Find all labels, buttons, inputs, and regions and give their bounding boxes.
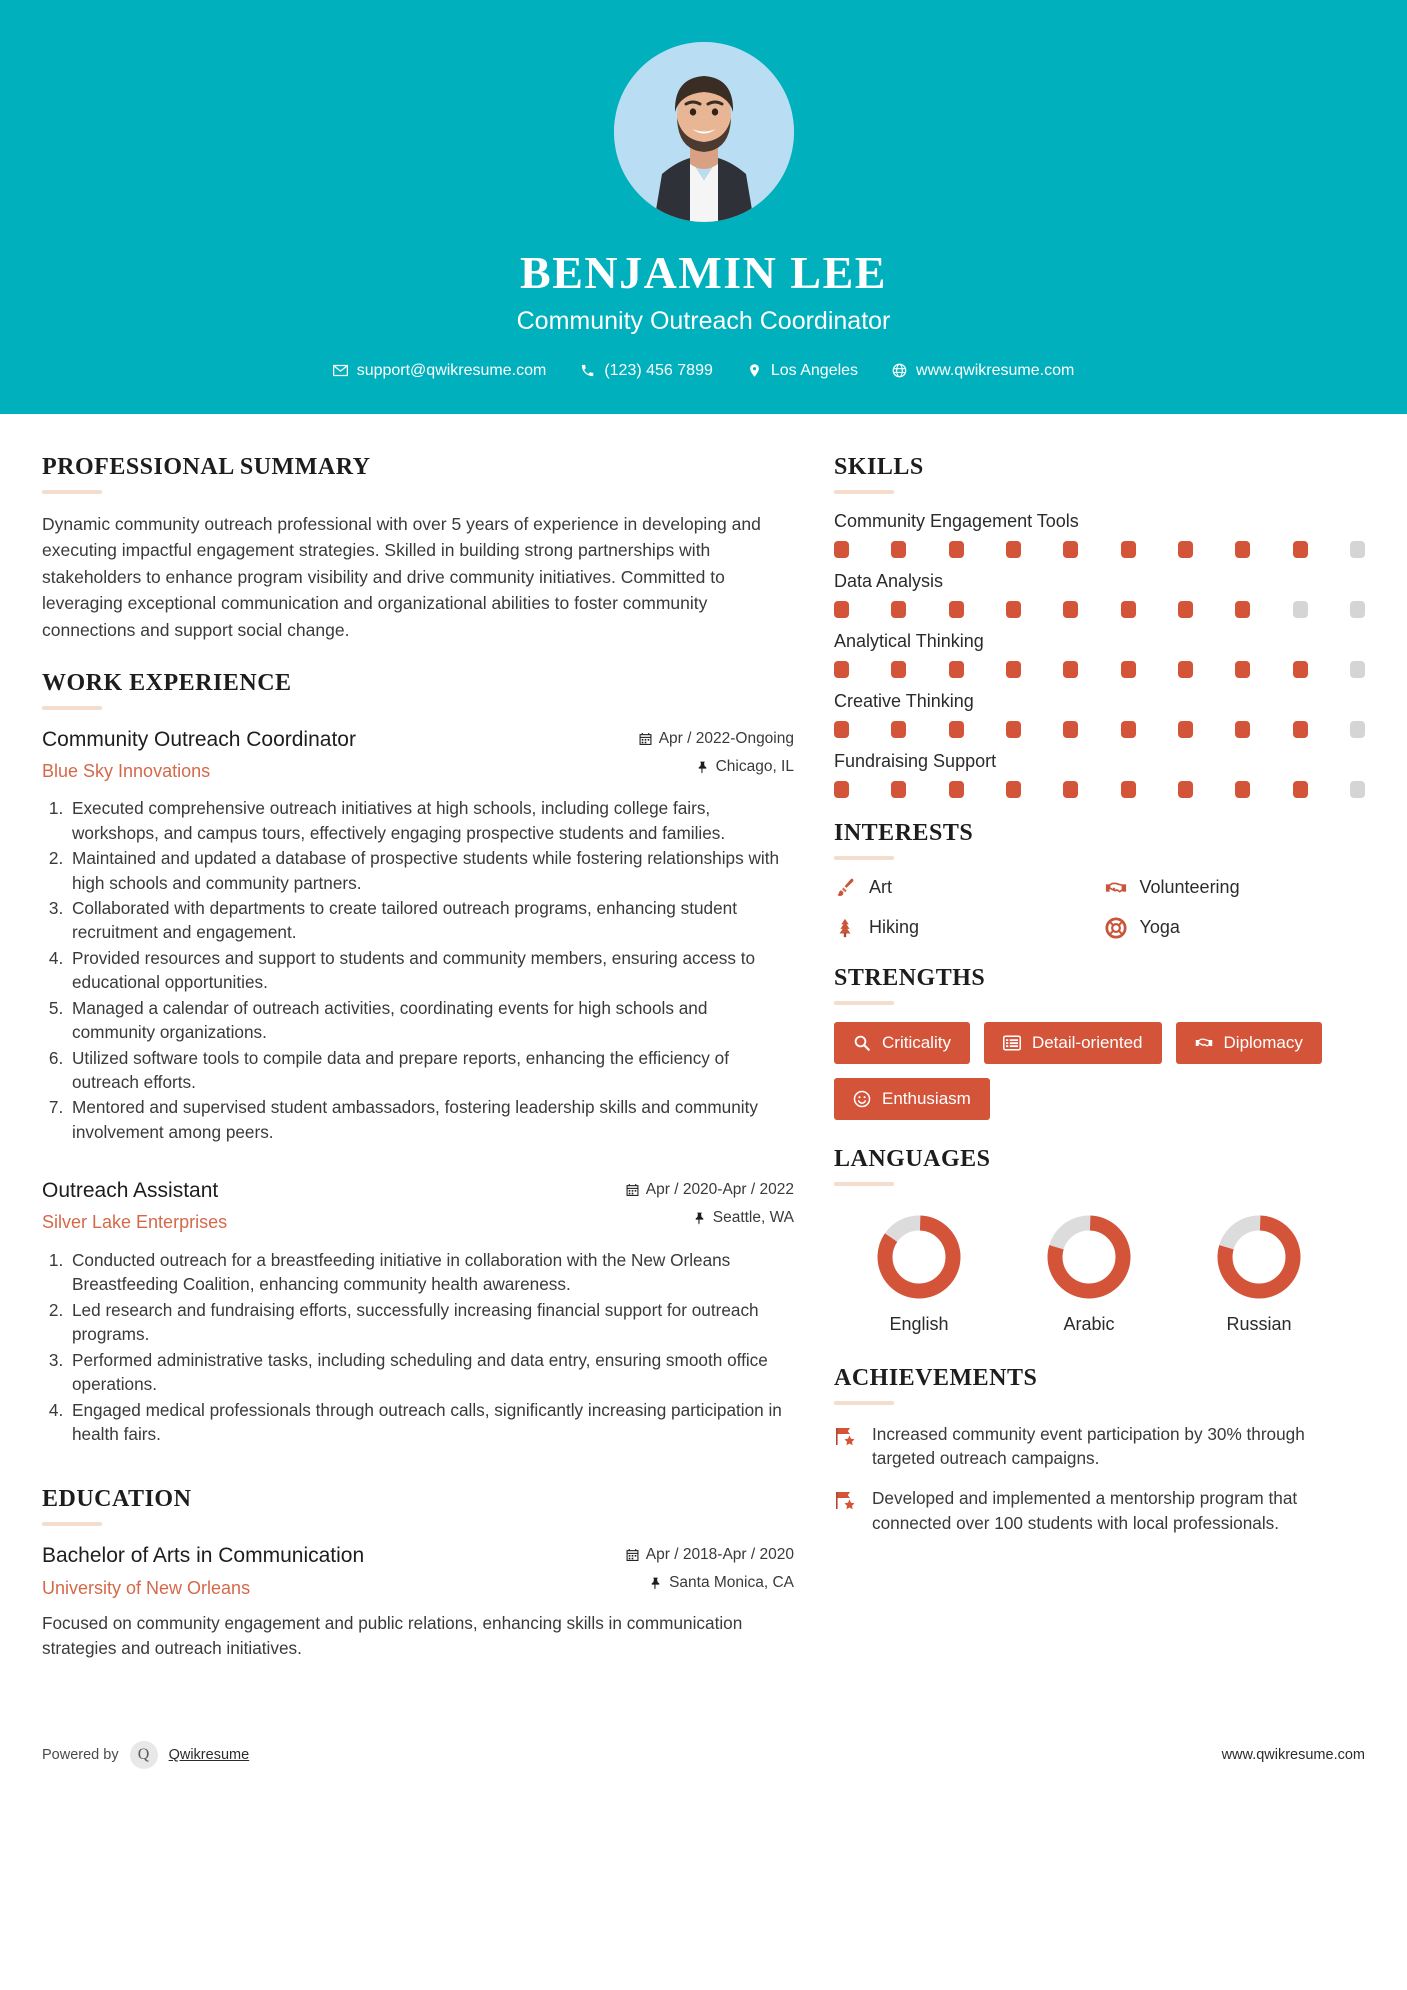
skill-dot-filled [834, 781, 849, 798]
section-rule [834, 1401, 894, 1405]
work-entry-head [42, 727, 794, 783]
skill-dot-empty [1350, 541, 1365, 558]
education-school: University of New Orleans [42, 1577, 251, 1598]
achievement-item [834, 1422, 1365, 1471]
skill-dot-filled [949, 541, 964, 558]
section-rule [42, 1522, 102, 1526]
section-languages [834, 1146, 1365, 1335]
education-degree: Bachelor of Arts in Communication [42, 1544, 365, 1568]
left-column [42, 454, 794, 1683]
section-title-education: EDUCATION [42, 1486, 192, 1513]
education-entry [42, 1543, 794, 1661]
achievement-text: Increased community event participation by 30% through targeted outreach campaigns. [872, 1423, 1305, 1469]
work-role: Outreach Assistant [42, 1179, 219, 1203]
skill-dot-filled [1006, 601, 1021, 618]
skill-dot-filled [891, 601, 906, 618]
section-title-achievements: ACHIEVEMENTS [834, 1364, 1038, 1391]
skill-dot-empty [1350, 781, 1365, 798]
interest-label: Hiking [869, 917, 920, 938]
contact-row [0, 362, 1407, 380]
paintbrush-icon [834, 877, 856, 899]
strength-list [834, 1022, 1365, 1120]
magnifier-icon [853, 1034, 871, 1052]
footer-url[interactable]: www.qwikresume.com [1221, 1746, 1365, 1763]
work-date-label: Apr / 2022-Ongoing [658, 729, 794, 747]
work-location [626, 1209, 794, 1227]
skill-item [834, 571, 1365, 618]
skill-rating [834, 781, 1365, 798]
section-rule [834, 490, 894, 494]
qwikresume-link[interactable]: Qwikresume [168, 1746, 250, 1763]
section-title-strengths: STRENGTHS [834, 964, 986, 991]
calendar-icon [626, 1183, 639, 1197]
section-title-work: WORK EXPERIENCE [42, 669, 292, 696]
work-entry [42, 1178, 794, 1446]
skill-dot-filled [1235, 721, 1250, 738]
skill-dot-filled [1293, 661, 1308, 678]
skill-dot-filled [1178, 661, 1193, 678]
interest-grid [834, 877, 1365, 939]
skill-dot-filled [1235, 661, 1250, 678]
right-column [834, 454, 1365, 1552]
lifebuoy-icon [1105, 917, 1127, 939]
contact-location [730, 362, 875, 380]
skill-item [834, 751, 1365, 798]
section-title-languages: LANGUAGES [834, 1145, 991, 1172]
education-entry-left [42, 1543, 610, 1599]
skill-dot-filled [1235, 541, 1250, 558]
work-date [626, 1181, 794, 1199]
language-label: English [889, 1313, 949, 1334]
skill-dot-filled [949, 661, 964, 678]
envelope-icon [333, 363, 348, 378]
skill-dot-filled [1063, 601, 1078, 618]
star-badge-icon [834, 1424, 858, 1448]
strength-chip-detail-oriented [984, 1022, 1162, 1064]
education-date-label: Apr / 2018-Apr / 2020 [645, 1546, 794, 1564]
language-item-english [834, 1213, 1004, 1335]
skill-dot-filled [1293, 721, 1308, 738]
skill-dot-filled [1063, 781, 1078, 798]
skill-dot-filled [949, 721, 964, 738]
work-date [639, 730, 794, 748]
handshake-icon [1195, 1034, 1213, 1052]
qwikresume-logo-icon: Q [130, 1741, 158, 1769]
skill-dot-filled [834, 541, 849, 558]
section-title-interests: INTERESTS [834, 819, 974, 846]
skill-rating [834, 661, 1365, 678]
education-entry-head [42, 1543, 794, 1599]
contact-phone[interactable] [563, 362, 730, 380]
skill-dot-empty [1293, 601, 1308, 618]
pushpin-icon [693, 1211, 706, 1225]
skill-dot-filled [1293, 781, 1308, 798]
skill-dot-empty [1350, 601, 1365, 618]
work-organization: Blue Sky Innovations [42, 760, 211, 781]
strength-chip-criticality [834, 1022, 970, 1064]
star-badge-icon [834, 1488, 858, 1512]
section-rule [42, 490, 102, 494]
skill-dot-filled [1063, 541, 1078, 558]
contact-email-label: support@qwikresume.com [356, 361, 547, 379]
skill-dot-empty [1350, 721, 1365, 738]
list-item: 7. Mentored and supervised student ambassadors, fostering leadership skills and community involvement among peers. [68, 1095, 794, 1144]
work-role: Community Outreach Coordinator [42, 727, 356, 751]
section-professional-summary [42, 454, 794, 644]
work-entry-left [42, 727, 623, 783]
skill-dot-filled [1121, 721, 1136, 738]
strength-label: Detail-oriented [1031, 1032, 1143, 1052]
skill-dot-filled [1235, 601, 1250, 618]
skill-dot-filled [1063, 721, 1078, 738]
skill-dot-filled [1121, 541, 1136, 558]
section-rule [834, 856, 894, 860]
section-rule [834, 1001, 894, 1005]
achievement-text: Developed and implemented a mentorship program that connected over 100 students with local professionals. [872, 1488, 1298, 1533]
powered-by [42, 1741, 249, 1769]
skill-label: Data Analysis [834, 570, 944, 591]
language-item-arabic [1004, 1213, 1174, 1335]
strength-chip-diplomacy [1176, 1022, 1322, 1064]
globe-icon [892, 363, 907, 378]
strength-label: Enthusiasm [882, 1088, 971, 1108]
pushpin-icon [696, 760, 709, 774]
contact-location-label: Los Angeles [770, 361, 859, 379]
language-donut [1045, 1213, 1133, 1301]
work-location-label: Chicago, IL [715, 757, 794, 775]
interest-item-hiking [834, 917, 1095, 939]
list-item: 2. Led research and fundraising efforts, successfully increasing financial support for outreach programs. [68, 1298, 794, 1347]
location-pin-icon [747, 363, 762, 378]
skill-dot-filled [891, 661, 906, 678]
resume-body [0, 414, 1407, 1683]
work-entry-left [42, 1178, 610, 1234]
work-location [639, 758, 794, 776]
section-strengths [834, 965, 1365, 1120]
work-entry [42, 727, 794, 1145]
skill-dot-filled [1006, 541, 1021, 558]
phone-icon [580, 363, 595, 378]
skill-item [834, 691, 1365, 738]
list-icon [1003, 1034, 1021, 1052]
contact-phone-label: (123) 456 7899 [604, 361, 713, 379]
section-rule [834, 1182, 894, 1186]
education-description: Focused on community engagement and public relations, enhancing skills in communication strategies and outreach initiatives. [42, 1613, 743, 1659]
powered-by-label: Powered by [42, 1746, 119, 1763]
skill-label: Fundraising Support [834, 750, 997, 771]
section-work-experience [42, 670, 794, 1447]
skill-dot-filled [1121, 661, 1136, 678]
smiley-icon [853, 1090, 871, 1108]
skill-dot-filled [949, 781, 964, 798]
education-entry-meta [626, 1543, 794, 1592]
skill-rating [834, 721, 1365, 738]
list-item: 4. Engaged medical professionals through outreach calls, significantly increasing participation in health fairs. [68, 1398, 794, 1447]
education-location-label: Santa Monica, CA [669, 1574, 794, 1592]
section-title-summary: PROFESSIONAL SUMMARY [42, 453, 371, 480]
skill-dot-filled [834, 661, 849, 678]
interest-label: Volunteering [1139, 877, 1240, 898]
work-bullets [42, 796, 794, 1144]
skill-dot-filled [891, 781, 906, 798]
language-label: Arabic [1063, 1313, 1115, 1334]
handshake-icon [1105, 877, 1127, 899]
section-education [42, 1486, 794, 1661]
skill-dot-filled [1006, 721, 1021, 738]
skill-item [834, 511, 1365, 558]
contact-email[interactable] [316, 362, 564, 380]
work-bullets [42, 1248, 794, 1446]
skill-dot-filled [1178, 601, 1193, 618]
skill-dot-filled [949, 601, 964, 618]
work-entry-meta [626, 1178, 794, 1227]
contact-website-label: www.qwikresume.com [916, 361, 1075, 379]
strength-label: Diplomacy [1223, 1032, 1303, 1052]
job-title: Community Outreach Coordinator [516, 306, 891, 335]
skill-dot-filled [891, 541, 906, 558]
work-location-label: Seattle, WA [712, 1209, 794, 1227]
section-rule [42, 706, 102, 710]
strength-chip-enthusiasm [834, 1078, 990, 1120]
page-title: BENJAMIN LEE [520, 247, 887, 298]
strength-label: Criticality [882, 1032, 951, 1052]
skill-dot-filled [1121, 601, 1136, 618]
skill-dot-filled [1063, 661, 1078, 678]
pushpin-icon [649, 1576, 662, 1590]
language-label: Russian [1226, 1313, 1292, 1334]
interest-label: Yoga [1139, 917, 1180, 938]
skill-dot-filled [834, 601, 849, 618]
interest-item-yoga [1105, 917, 1366, 939]
resume-header [0, 0, 1407, 414]
avatar [614, 42, 794, 222]
interest-item-art [834, 877, 1095, 899]
interest-item-volunteering [1105, 877, 1366, 899]
skill-dot-filled [1235, 781, 1250, 798]
skill-rating [834, 601, 1365, 618]
language-item-russian [1174, 1213, 1344, 1335]
skill-dot-filled [1121, 781, 1136, 798]
section-skills [834, 454, 1365, 798]
skill-item [834, 631, 1365, 678]
list-item: 1. Executed comprehensive outreach initiatives at high schools, including college fairs, workshops, and campus tours, effectively engaging prospective students and families. [68, 796, 794, 845]
list-item: 1. Conducted outreach for a breastfeeding initiative in collaboration with the New Orleans Breastfeeding Coalition, enhancing community health awareness. [68, 1248, 794, 1297]
tree-icon [834, 917, 856, 939]
skill-dot-filled [1006, 661, 1021, 678]
list-item: 6. Utilized software tools to compile data and prepare reports, enhancing the efficiency of outreach efforts. [68, 1046, 794, 1095]
calendar-icon [626, 1548, 639, 1562]
language-donut [875, 1213, 963, 1301]
work-date-label: Apr / 2020-Apr / 2022 [645, 1181, 794, 1199]
education-date [626, 1546, 794, 1564]
skill-dot-empty [1350, 661, 1365, 678]
interest-label: Art [869, 877, 893, 898]
section-title-skills: SKILLS [834, 453, 924, 480]
work-entry-head [42, 1178, 794, 1234]
contact-website[interactable] [875, 362, 1091, 380]
skill-dot-filled [1006, 781, 1021, 798]
skill-dot-filled [1178, 721, 1193, 738]
skill-dot-filled [834, 721, 849, 738]
skill-dot-filled [1293, 541, 1308, 558]
summary-text: Dynamic community outreach professional with over 5 years of experience in developing and executing impactful engagement strategies. Skilled in building strong partnerships with stakeholders to enhance program visibility and drive community initiatives. Committed to leveraging exceptional communication and organizational abilities to foster community connections and support social change. [42, 513, 761, 640]
list-item: 5. Managed a calendar of outreach activities, coordinating events for high schools and community organizations. [68, 996, 794, 1045]
section-achievements [834, 1365, 1365, 1536]
achievement-item [834, 1486, 1365, 1535]
skill-rating [834, 541, 1365, 558]
section-interests [834, 820, 1365, 939]
education-location [626, 1574, 794, 1592]
list-item: 3. Collaborated with departments to create tailored outreach programs, enhancing student recruitment and engagement. [68, 896, 794, 945]
skill-dot-filled [1178, 541, 1193, 558]
resume-footer [0, 1707, 1407, 1795]
skill-label: Analytical Thinking [834, 630, 984, 651]
skill-dot-filled [1178, 781, 1193, 798]
skill-label: Creative Thinking [834, 690, 974, 711]
language-donut [1215, 1213, 1303, 1301]
list-item: 2. Maintained and updated a database of prospective students while fostering relationships with high schools and community partners. [68, 846, 794, 895]
skill-dot-filled [891, 721, 906, 738]
list-item: 3. Performed administrative tasks, including scheduling and data entry, ensuring smooth office operations. [68, 1348, 794, 1397]
list-item: 4. Provided resources and support to students and community members, ensuring access to educational opportunities. [68, 946, 794, 995]
calendar-icon [639, 732, 652, 746]
work-organization: Silver Lake Enterprises [42, 1212, 228, 1233]
language-list [834, 1203, 1365, 1335]
work-entry-meta [639, 727, 794, 776]
skill-label: Community Engagement Tools [834, 510, 1079, 531]
